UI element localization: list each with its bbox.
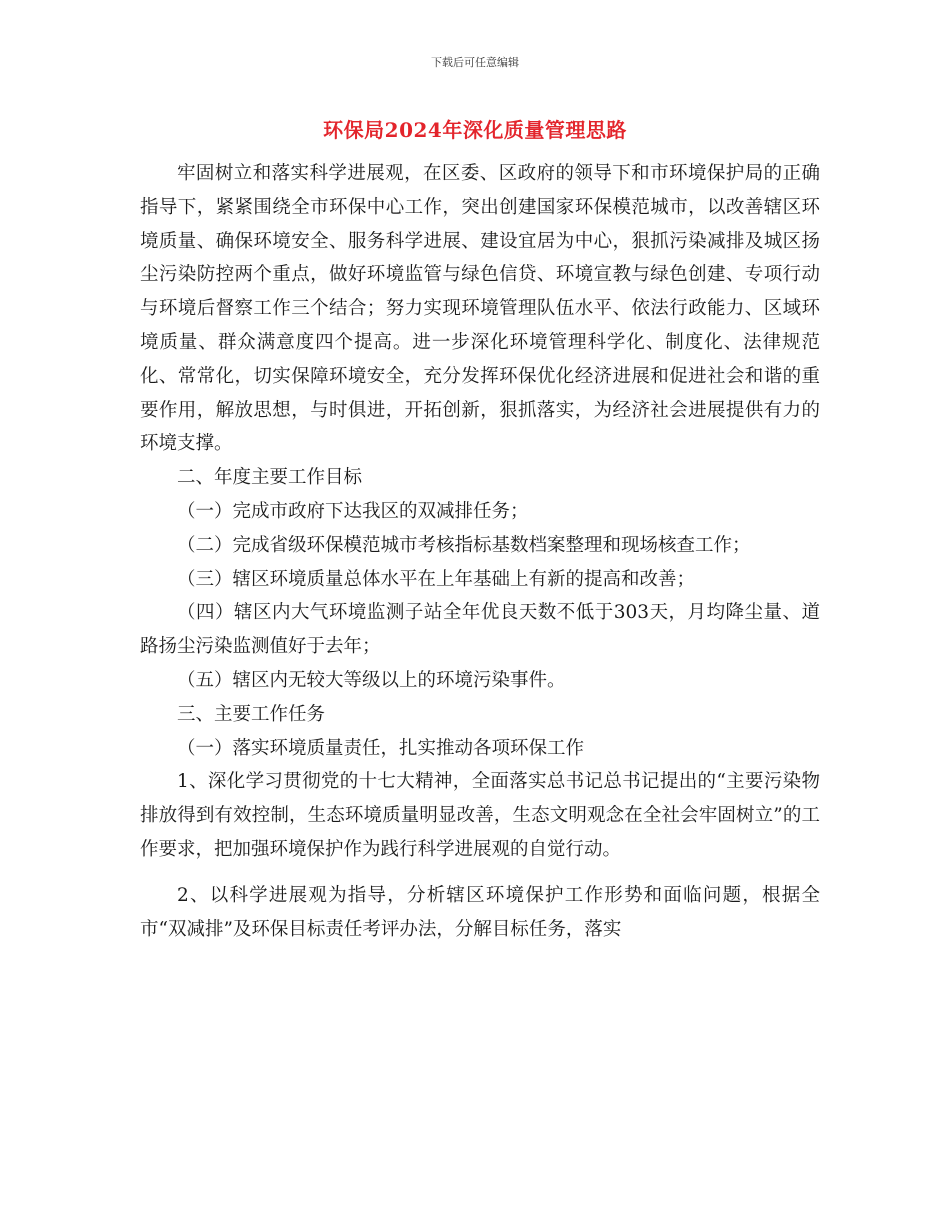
paragraph: 2、以科学进展观为指导，分析辖区环境保护工作形势和面临问题，根据全市“双减排”及环保目标责任考评办法，分解目标任务，落实 bbox=[140, 884, 820, 940]
list-item: （三）辖区环境质量总体水平在上年基础上有新的提高和改善； bbox=[177, 568, 696, 590]
document-body bbox=[140, 157, 820, 946]
section-heading: 三、主要工作任务 bbox=[177, 703, 326, 725]
document-title: 环保局2024年深化质量管理思路 bbox=[323, 118, 627, 142]
list-item: （二）完成省级环保模范城市考核指标基数档案整理和现场核查工作； bbox=[177, 534, 751, 556]
list-item: （一）完成市政府下达我区的双减排任务； bbox=[177, 500, 529, 522]
paragraph: 牢固树立和落实科学进展观，在区委、区政府的领导下和市环境保护局的正确指导下，紧紧围绕全市环保中心工作，突出创建国家环保模范城市，以改善辖区环境质量、确保环境安全、服务科学进展、建设宜居为中心，狠抓污染减排及城区扬尘污染防控两个重点，做好环境监管与绿色信贷、环境宣教与绿色创建、专项行动与环境后督察工作三个结合；努力实现环境管理队伍水平、依法行政能力、区域环境质量、群众满意度四个提高。进一步深化环境管理科学化、制度化、法律规范化、常常化，切实保障环境安全，充分发挥环保优化经济进展和促进社会和谐的重要作用，解放思想，与时俱进，开拓创新，狠抓落实，为经济社会进展提供有力的环境支撑。 bbox=[140, 163, 820, 455]
list-item: （五）辖区内无较大等级以上的环境污染事件。 bbox=[177, 669, 566, 691]
list-item: （四）辖区内大气环境监测子站全年优良天数不低于303天，月均降尘量、道路扬尘污染监测值好于去年； bbox=[140, 602, 820, 658]
page-header: 下载后可任意编辑 bbox=[431, 56, 519, 69]
section-heading: 二、年度主要工作目标 bbox=[177, 467, 363, 489]
subsection-heading: （一）落实环境质量责任，扎实推动各项环保工作 bbox=[177, 737, 585, 759]
paragraph: 1、深化学习贯彻党的十七大精神，全面落实总书记总书记提出的“主要污染物排放得到有效控制，生态环境质量明显改善，生态文明观念在全社会牢固树立”的工作要求，把加强环境保护作为践行科学进展观的自觉行动。 bbox=[140, 771, 820, 860]
